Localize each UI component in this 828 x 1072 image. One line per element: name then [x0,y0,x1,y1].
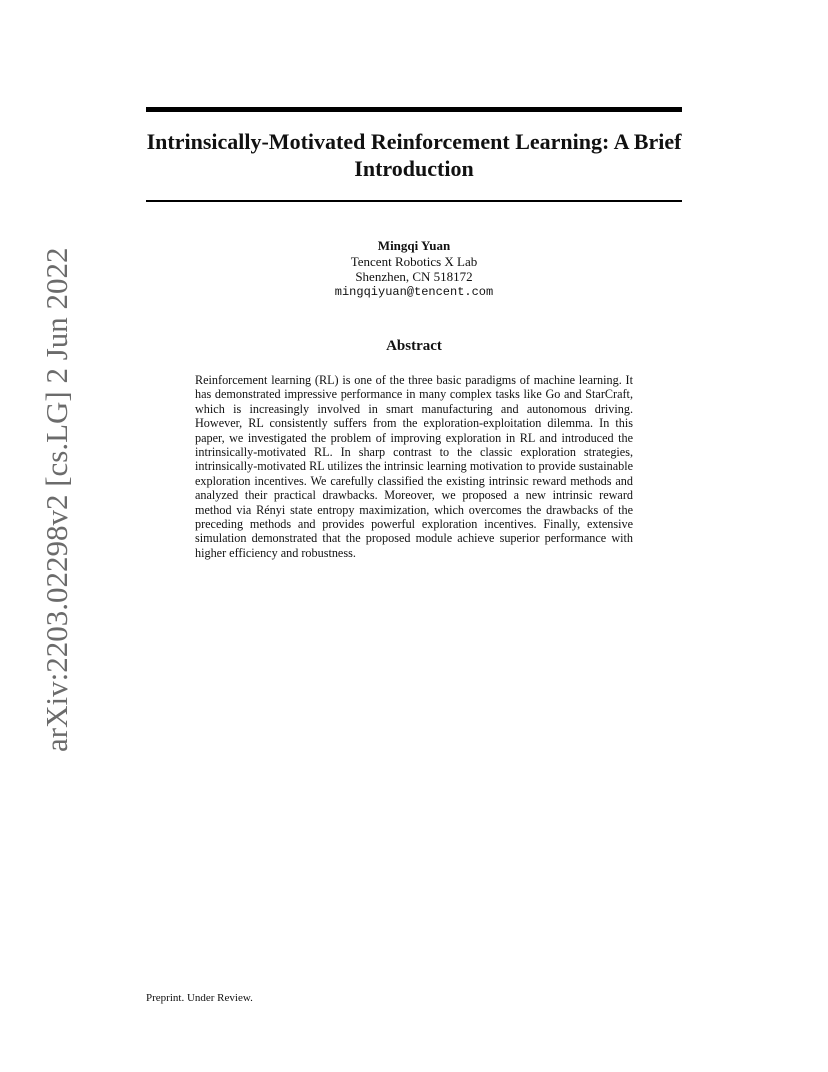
title-bottom-rule [146,200,682,202]
abstract-text: Reinforcement learning (RL) is one of the three basic paradigms of machine learning. It has demonstrated impressive performance in many complex tasks like Go and StarCraft, which is increasingly involved in smart manufacturing and autonomous driving. However, RL consistently suffers from the exploration-exploitation dilemma. In this paper, we investigated the problem of improving exploration in RL and introduced the intrinsically-motivated RL. In sharp contrast to the classic exploration strategies, intrinsically-motivated RL utilizes the intrinsic learning motivation to provide sustainable exploration incentives. We carefully classified the existing intrinsic reward methods and analyzed their practical drawbacks. Moreover, we proposed a new intrinsic reward method via Rényi state entropy maximization, which overcomes the drawbacks of the preceding methods and provides powerful exploration incentives. Finally, extensive simulation demonstrated that the proposed module achieve superior performance with higher efficiency and robustness. [195,373,633,560]
paper-title: Intrinsically-Motivated Reinforcement Learning: A Brief Introduction [146,129,682,181]
abstract-heading: Abstract [386,338,442,354]
author-affiliation: Tencent Robotics X Lab [350,253,478,269]
title-top-rule [146,107,682,112]
author-location: Shenzhen, CN 518172 [355,269,473,284]
author-block [146,238,682,300]
arxiv-identifier-stamp: arXiv:2203.02298v2 [cs.LG] 2 Jun 2022 [39,247,74,752]
author-name: Mingqi Yuan [377,238,451,253]
author-email: mingqiyuan@tencent.com [334,284,494,299]
page-footer: Preprint. Under Review. [146,992,253,1004]
